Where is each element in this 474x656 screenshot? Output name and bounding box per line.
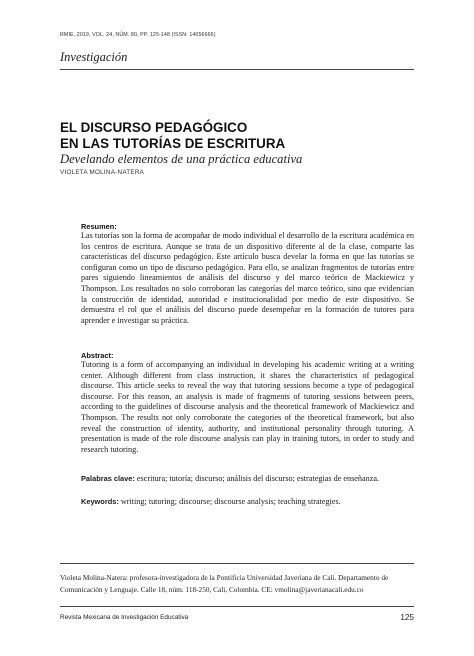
abstract-spanish-text: Las tutorías son la forma de acompañar de modo individual el desarrollo de la escritura académica en los centros de escritura. Aunque se trata de un dispositivo diferente al de la clase, comparte las características del discurso pedagógico. Este artículo busca develar la forma en que las tutorías se configuran como un tipo de discurso pedagógico. Para ello, se analizan fragmentos de tutorías entre pares siguiendo lineamientos de análisis del discurso y del marco teórico de Mackiewicz y Thompson. Los resultados no solo corroboran las categorías del marco teórico, sino que evidencian la construcción de identidad, autoridad e institucionalidad por medio de este dispositivo. Se demuestra el rol que el análisis del discurso puede desempeñar en la formación de tutores para aprender e investigar su práctica. [81, 231, 414, 325]
running-head: RMIE, 2019, VOL. 24, NÚM. 80, PP. 125-148 (ISSN: 14056666) [60, 32, 216, 38]
abstract-english-heading: Abstract: [81, 351, 114, 360]
footer-divider [60, 606, 414, 607]
author-name: VIOLETA MOLINA-NATERA [60, 169, 145, 176]
abstract-english [81, 351, 414, 455]
article-title [60, 120, 285, 151]
section-label: Investigación [60, 50, 128, 64]
abstract-spanish [81, 222, 414, 326]
article-title-line-2: EN LAS TUTORÍAS DE ESCRITURA [60, 135, 286, 151]
keywords-spanish [81, 474, 414, 485]
footnote-divider [60, 563, 414, 564]
author-footnote: Violeta Molina-Natera: profesora-investigadora de la Pontificia Universidad Javeriana de Cali. Departamento de Comunicación y Lenguaje. Calle 18, núm. 118-250, Cali, Colombia. CE: vmolina@javerianacali.edu.co [60, 573, 389, 595]
keywords-spanish-label: Palabras clave: [81, 474, 137, 483]
keywords-english [81, 497, 414, 508]
journal-name: Revista Mexicana de Investigación Educativa [60, 614, 189, 621]
article-subtitle: Develando elementos de una práctica educativa [60, 152, 303, 166]
keywords-english-text: writing; tutoring; discourse; discourse analysis; teaching strategies. [120, 497, 341, 506]
top-divider [60, 69, 414, 70]
page-number: 125 [400, 613, 414, 622]
keywords-spanish-text: escritura; tutoría; discurso; análisis del discurso; estrategias de enseñanza. [136, 474, 380, 483]
abstract-english-text: Tutoring is a form of accompanying an individual in developing his academic writing at a writing center. Although different from class instruction, it shares the characteristics of pedagogical discourse. This article seeks to reveal the way that tutoring sessions become a type of pedagogical discourse. For this reason, an analysis is made of fragments of tutoring sessions between peers, according to the guidelines of discourse analysis and the theoretical framework of Mackiewicz and Thompson. The results not only corroborate the categories of the theoretical framework, but also reveal the construction of identity, authority, and institutional personality through tutoring. A presentation is made of the role discourse analysis can play in training tutors, in order to study and research tutoring. [81, 360, 414, 454]
article-title-line-1: EL DISCURSO PEDAGÓGICO [60, 120, 248, 135]
abstract-spanish-heading: Resumen: [81, 222, 117, 231]
keywords-english-label: Keywords: [81, 497, 121, 506]
